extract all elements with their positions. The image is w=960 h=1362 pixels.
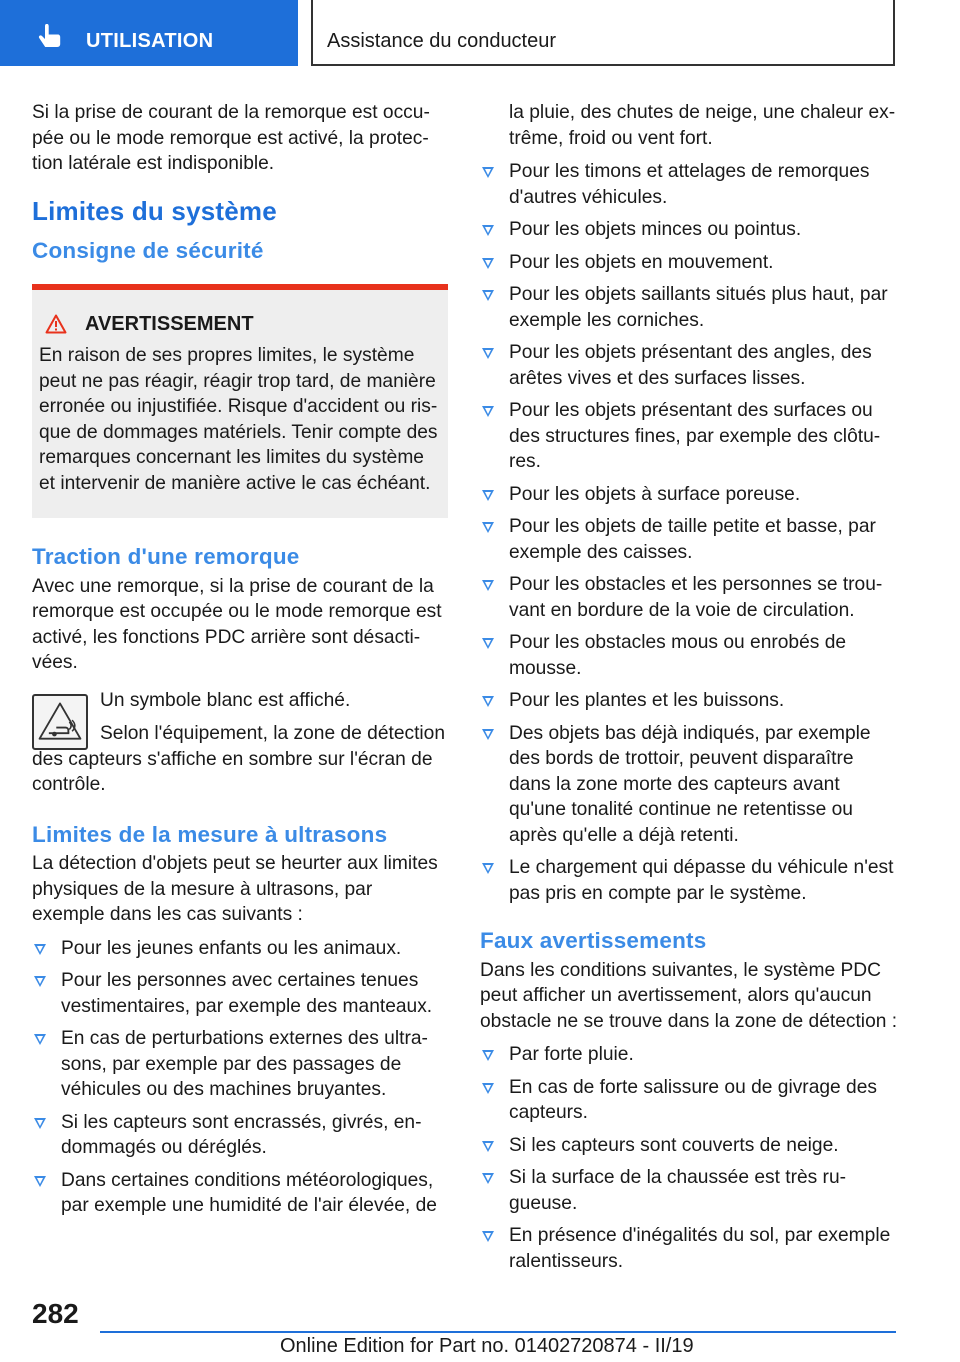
list-item (480, 217, 898, 243)
right-column (480, 100, 898, 1281)
list-item-text: Pour les personnes avec certaines tenues vestimentaires, par exemple des manteaux. (61, 970, 433, 1017)
trailer-paragraph: Avec une remorque, si la prise de courant de la remorque est occupée ou le mode remorque est activé, les fonctions PDC arrière sont désactivées. (32, 575, 442, 673)
bullet-triangle-icon (482, 863, 494, 874)
bullet-triangle-icon (34, 1034, 46, 1045)
section-label: UTILISATION (86, 30, 214, 52)
list-item-text: Pour les objets de taille petite et basse, par exemple des caisses. (509, 516, 876, 563)
symbol-line-1: Un symbole blanc est affiché. (100, 689, 351, 711)
warning-triangle-icon (45, 314, 67, 334)
list-item (32, 1168, 448, 1219)
bullet-triangle-icon (482, 522, 494, 533)
list-item (480, 282, 898, 333)
page-header (0, 0, 960, 66)
objects-list (480, 159, 898, 906)
footer-divider (100, 1331, 896, 1333)
bullet-triangle-icon (34, 1176, 46, 1187)
heading-safety-note: Consigne de sécurité (32, 238, 264, 263)
bullet-triangle-icon (482, 1173, 494, 1184)
list-item (480, 398, 898, 475)
list-item-text: Pour les objets saillants situés plus haut, par exemple les corniches. (509, 284, 888, 331)
warning-text: En raison de ses propres limites, le système peut ne pas réagir, réagir trop tard, de manière erronée ou injustifiée. Risque d'accident ou risque de dommages matériels. Tenir compte des remarques concernant les limites du système et intervenir de manière active le cas échéant. (39, 345, 438, 494)
false-warnings-paragraph: Dans les conditions suivantes, le système PDC peut afficher un avertissement, alors qu'aucun obstacle ne se trouve dans la zone de détection : (480, 959, 898, 1032)
continued-text: la pluie, des chutes de neige, une chaleur extrême, froid ou vent fort. (509, 102, 896, 149)
list-item (480, 340, 898, 391)
hand-pointer-icon (36, 24, 64, 50)
list-item-text: En cas de perturbations externes des ultrasons, par exemple par des passages de véhicules ou des machines bruyantes. (61, 1028, 428, 1100)
list-item-text: Pour les plantes et les buissons. (509, 690, 785, 711)
symbol-line-2 (32, 721, 448, 798)
list-item-text: Par forte pluie. (509, 1044, 634, 1065)
bullet-triangle-icon (482, 1141, 494, 1152)
bullet-triangle-icon (482, 1050, 494, 1061)
list-item-text: En présence d'inégalités du sol, par exemple ralentisseurs. (509, 1225, 891, 1272)
bullet-triangle-icon (482, 406, 494, 417)
bullet-triangle-icon (482, 1231, 494, 1242)
bullet-triangle-icon (482, 696, 494, 707)
list-item (480, 855, 898, 906)
heading-false-warnings: Faux avertissements (480, 928, 707, 953)
list-item-text: Pour les objets à surface poreuse. (509, 483, 801, 505)
edition-text: Online Edition for Part no. 01402720874 - II/19 (280, 1335, 694, 1357)
chapter-title: Assistance du conducteur (327, 30, 557, 52)
list-item-text: Le chargement qui dépasse du véhicule n'est pas pris en compte par le système. (509, 857, 894, 904)
list-item (32, 1110, 448, 1161)
page-number: 282 (32, 1298, 79, 1329)
list-item (480, 1165, 898, 1216)
bullet-triangle-icon (34, 976, 46, 987)
list-item-text: Pour les jeunes enfants ou les animaux. (61, 937, 402, 959)
bullet-triangle-icon (482, 729, 494, 740)
trailer-sensor-symbol-icon (32, 694, 88, 750)
list-item (480, 721, 898, 849)
list-item-text: Dans certaines conditions météorologiques, par exemple une humidité de l'air élevée, de (61, 1169, 437, 1216)
warning-title-row (39, 312, 442, 338)
warning-title: AVERTISSEMENT (85, 312, 254, 335)
list-item-text: Si les capteurs sont couverts de neige. (509, 1134, 839, 1156)
warning-box (32, 284, 448, 519)
list-item-text: Pour les objets présentant des angles, des arêtes vives et des surfaces lisses. (509, 342, 872, 389)
heading-ultrasonic: Limites de la mesure à ultrasons (32, 821, 388, 847)
list-item-text: Pour les objets en mouvement. (509, 251, 774, 273)
bullet-triangle-icon (34, 944, 46, 955)
bullet-triangle-icon (482, 490, 494, 501)
section-tab[interactable] (0, 0, 298, 66)
list-item (32, 1026, 448, 1103)
symbol-block (32, 688, 448, 798)
heading-system-limits: Limites du système (32, 195, 277, 226)
left-column (32, 100, 448, 1226)
list-item (480, 630, 898, 681)
bullet-triangle-icon (482, 1083, 494, 1094)
ultrasonic-list (32, 936, 448, 1219)
symbol-line-2-text: Selon l'équipement, la zone de détection des capteurs s'affiche en sombre sur l'écran de contrôle. (32, 723, 446, 795)
list-item-text: Pour les objets minces ou pointus. (509, 219, 802, 240)
list-item-text: Pour les timons et attelages de remorques d'autres véhicules. (509, 161, 870, 208)
list-item-text: Si la surface de la chaussée est très rugueuse. (509, 1167, 847, 1214)
bullet-triangle-icon (482, 580, 494, 591)
list-item-text: Si les capteurs sont encrassés, givrés, endommagés ou déréglés. (61, 1111, 422, 1158)
list-item (480, 688, 898, 714)
list-item (480, 482, 898, 508)
false-warnings-list (480, 1042, 898, 1274)
bullet-triangle-icon (482, 167, 494, 178)
list-item (480, 514, 898, 565)
bullet-triangle-icon (482, 638, 494, 649)
ultrasonic-paragraph: La détection d'objets peut se heurter aux limites physiques de la mesure à ultrasons, par exemple dans les cas suivants : (32, 853, 438, 925)
list-item (480, 1133, 898, 1159)
intro-paragraph: Si la prise de courant de la remorque est occupée ou le mode remorque est activé, la protection latérale est indisponible. (32, 102, 430, 174)
list-item (480, 1075, 898, 1126)
bullet-triangle-icon (482, 348, 494, 359)
chapter-box (311, 0, 895, 66)
bullet-triangle-icon (482, 258, 494, 269)
list-item (32, 936, 448, 962)
list-item-text: Des objets bas déjà indiqués, par exemple des bords de trottoir, peuvent disparaître dans la zone morte des capteurs avant qu'une tonalité continue ne retentisse ou après qu'elle a déjà retenti. (509, 722, 871, 846)
list-item-text: Pour les obstacles et les personnes se trouvant en bordure de la voie de circulation. (509, 574, 883, 621)
bullet-triangle-icon (482, 290, 494, 301)
list-item (480, 1042, 898, 1068)
list-item (480, 1223, 898, 1274)
list-item (32, 968, 448, 1019)
list-item-text: Pour les obstacles mous ou enrobés de mousse. (509, 632, 847, 679)
bullet-triangle-icon (34, 1118, 46, 1129)
list-item-text: En cas de forte salissure ou de givrage des capteurs. (509, 1076, 877, 1123)
list-item (480, 572, 898, 623)
list-item (480, 250, 898, 276)
bullet-triangle-icon (482, 225, 494, 236)
heading-trailer: Traction d'une remorque (32, 544, 300, 569)
list-item (480, 159, 898, 210)
list-item-text: Pour les objets présentant des surfaces ou des structures fines, par exemple des clôtures. (509, 400, 881, 472)
